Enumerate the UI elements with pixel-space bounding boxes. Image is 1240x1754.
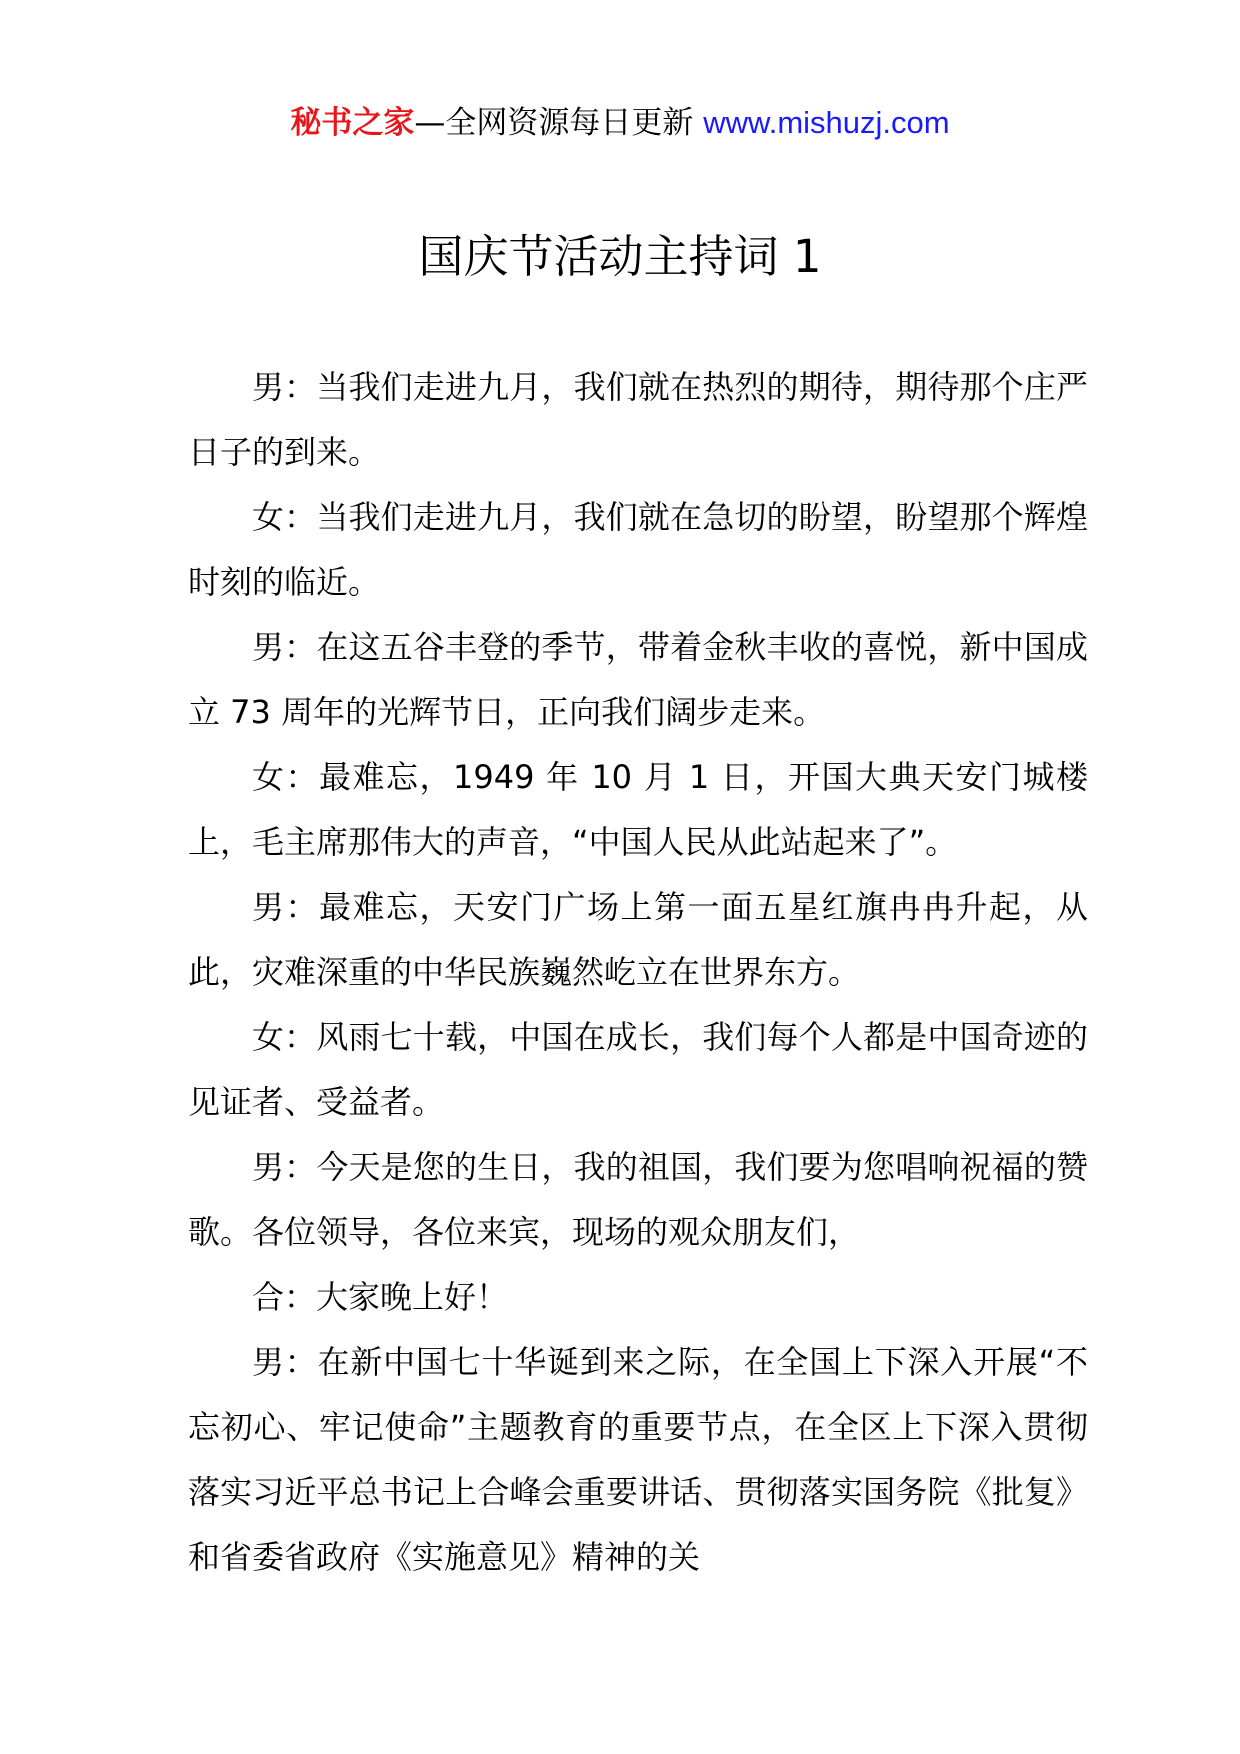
paragraph: 男：在新中国七十华诞到来之际，在全国上下深入开展“不忘初心、牢记使命”主题教育的重要节点，在全区上下深入贯彻落实习近平总书记上合峰会重要讲话、贯彻落实国务院《批复》和省委省政府《实施意见》精神的关 [188,1343,1088,1576]
brand-name: 秘书之家 [290,105,415,141]
document-title: 国庆节活动主持词 1 [418,230,822,283]
paragraph: 男：在这五谷丰登的季节，带着金秋丰收的喜悦，新中国成立 73 周年的光辉节日，正向我们阔步走来。 [188,628,1088,731]
paragraph: 女：风雨七十载，中国在成长，我们每个人都是中国奇迹的见证者、受益者。 [188,1018,1088,1121]
site-header [0,98,1240,148]
paragraph: 男：当我们走进九月，我们就在热烈的期待，期待那个庄严日子的到来。 [188,368,1088,471]
paragraph: 女：最难忘，1949 年 10 月 1 日，开国大典天安门城楼上，毛主席那伟大的声音，“中国人民从此站起来了”。 [188,758,1088,861]
paragraph: 男：今天是您的生日，我的祖国，我们要为您唱响祝福的赞歌。各位领导，各位来宾，现场的观众朋友们， [188,1148,1088,1251]
site-url[interactable]: www.mishuzj.com [703,105,950,140]
document-body [188,355,1088,1590]
header-tagline: —全网资源每日更新 [414,105,704,141]
paragraph: 女：当我们走进九月，我们就在急切的盼望，盼望那个辉煌时刻的临近。 [188,498,1088,601]
paragraph: 合：大家晚上好！ [252,1278,509,1316]
paragraph: 男：最难忘，天安门广场上第一面五星红旗冉冉升起，从此，灾难深重的中华民族巍然屹立在世界东方。 [188,888,1088,991]
